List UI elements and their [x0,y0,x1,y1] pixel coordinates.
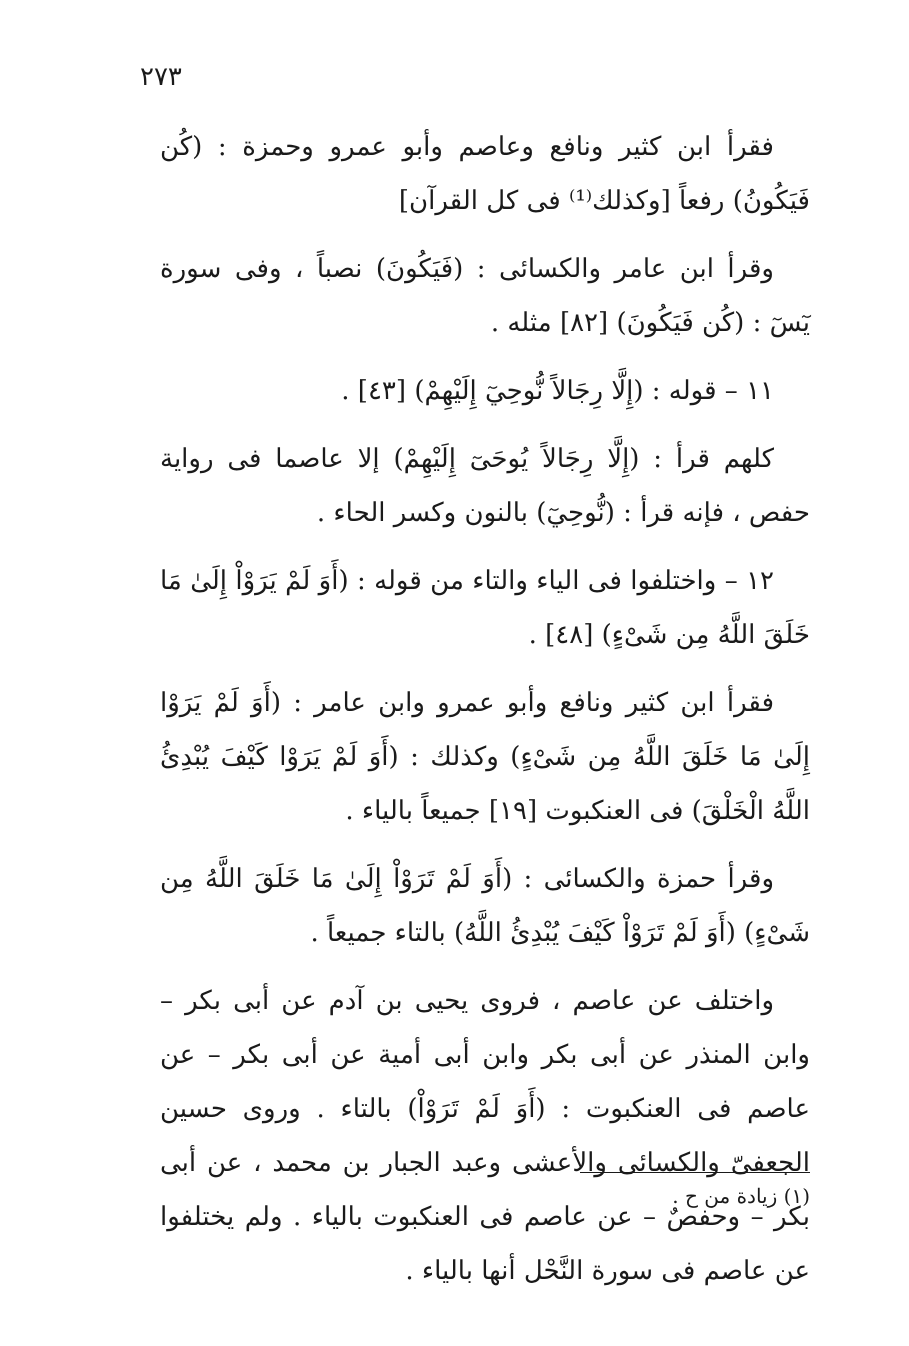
paragraph-6: فقرأ ابن كثير ونافع وأبو عمرو وابن عامر : (أَوَ لَمْ يَرَوْا إِلَىٰ مَا خَلَقَ اللَّهُ مِن شَىْءٍ) وكذلك : (أَوَ لَمْ يَرَوْا كَيْفَ يُبْدِئُ اللَّهُ الْخَلْقَ) فى العنكبوت [١٩] جميعاً بالياء . [160,688,810,826]
paragraph-7: وقرأ حمزة والكسائى : (أَوَ لَمْ تَرَوْاْ إِلَىٰ مَا خَلَقَ اللَّهُ مِن شَىْءٍ) (أَوَ لَمْ تَرَوْاْ كَيْفَ يُبْدِئُ اللَّهُ) بالتاء جميعاً . [160,864,810,948]
footnote-divider [580,1172,810,1173]
paragraph-2: وقرأ ابن عامر والكسائى : (فَيَكُونَ) نصباً ، وفى سورة يٓسٓ : (كُن فَيَكُونَ) [٨٢] مثله . [160,254,810,338]
paragraph-1: فقرأ ابن كثير ونافع وعاصم وأبو عمرو وحمزة : (كُن فَيَكُونُ) رفعاً [وكذلك⁽¹⁾ فى كل القرآن] [160,132,810,216]
footnote: (١) زيادة من ح . [672,1184,810,1208]
paragraph-8: واختلف عن عاصم ، فروى يحيى بن آدم عن أبى بكر – وابن المنذر عن أبى بكر وابن أبى أمية عن أبى بكر – عن عاصم فى العنكبوت : (أَوَ لَمْ تَرَوْاْ) بالتاء . وروى حسين الجعفىّ والكسائى والأعشى وعبد الجبار بن محمد ، عن أبى بكر – وحفصٌ – عن عاصم فى العنكبوت بالياء . ولم يختلفوا عن عاصم فى سورة النَّحْل أنها بالياء . [160,986,810,1286]
paragraph-5: ١٢ – واختلفوا فى الياء والتاء من قوله : (أَوَ لَمْ يَرَوْاْ إِلَىٰ مَا خَلَقَ اللَّهُ مِن شَىْءٍ) [٤٨] . [160,566,810,650]
main-text [160,120,810,1312]
paragraph-3: ١١ – قوله : (إِلَّا رِجَالاً نُّوحِيٓ إِلَيْهِمْ) [٤٣] . [341,376,774,406]
paragraph-4: كلهم قرأ : (إِلَّا رِجَالاً يُوحَىٓ إِلَيْهِمْ) إلا عاصما فى رواية حفص ، فإنه قرأ : (نُّوحِيٓ) بالنون وكسر الحاء . [160,444,810,528]
page-number: ٢٧٣ [140,62,182,92]
